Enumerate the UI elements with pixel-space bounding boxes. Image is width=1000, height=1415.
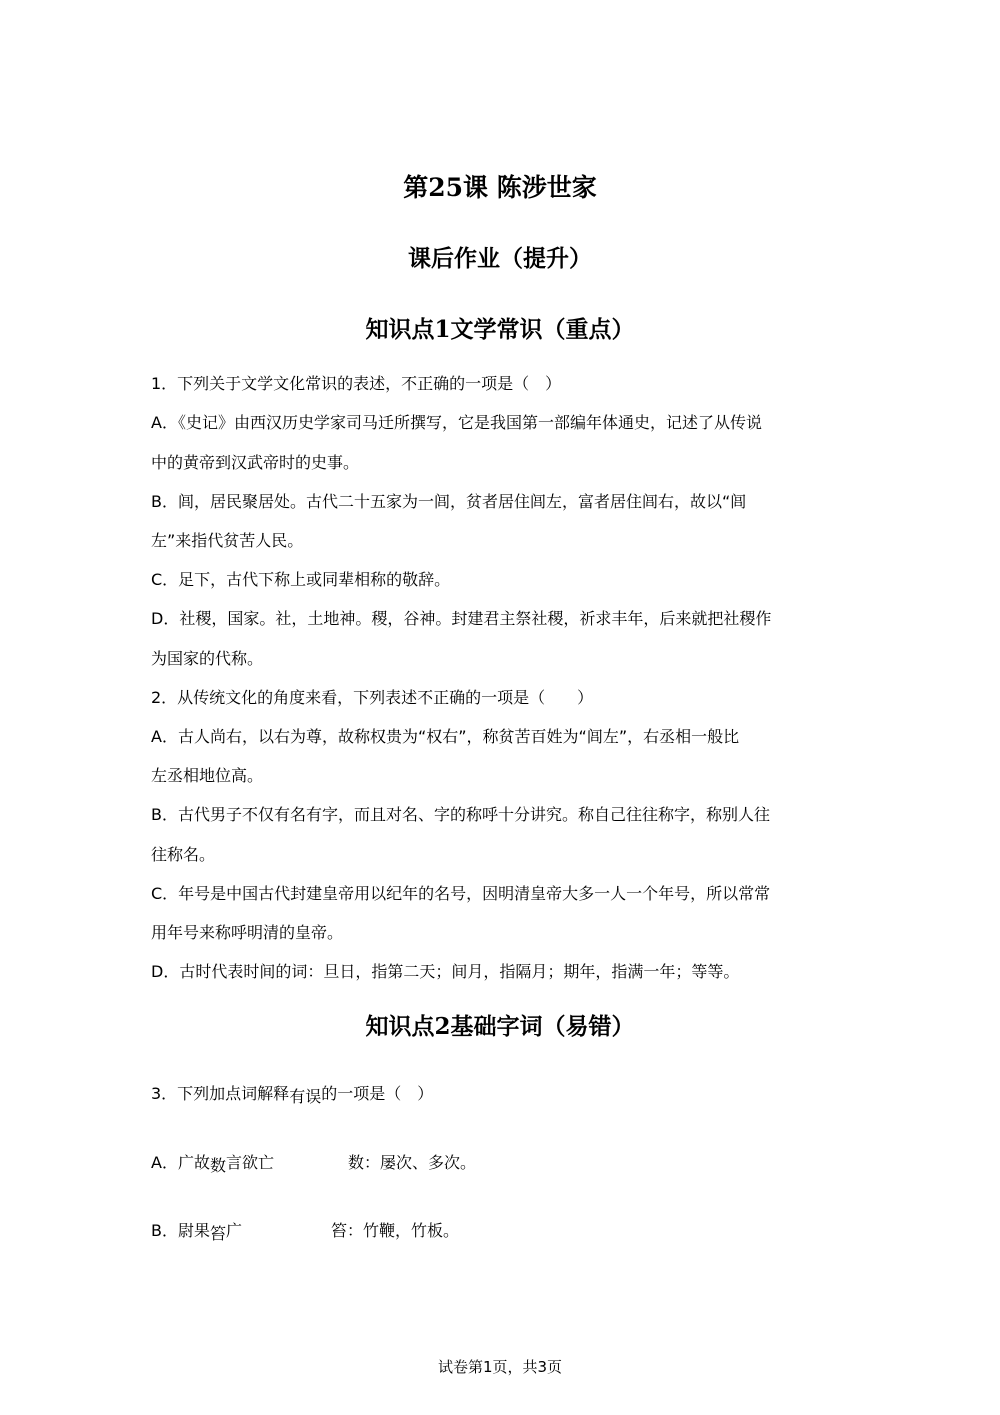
- q3-b-phrase-part1: B．尉果: [151, 1221, 210, 1240]
- q3-b-phrase-part2: 广: [226, 1221, 243, 1240]
- q3-stem-emphasis: 有误: [289, 1087, 322, 1106]
- q3-a-phrase-part1: A．广故: [151, 1153, 210, 1172]
- q2-option-b-line1: B．古代男子不仅有名有字，而且对名、字的称呼十分讲究。称自己往往称字，称别人往: [151, 805, 770, 824]
- page-footer: 试卷第1页，共3页: [437, 1358, 563, 1376]
- q2-option-a-line2: 左丞相地位高。: [151, 766, 264, 785]
- q2-stem: 2．从传统文化的角度来看，下列表述不正确的一项是（ ）: [151, 688, 594, 707]
- q2-option-a-line1: A．古人尚右，以右为尊，故称权贵为“权右”，称贫苦百姓为“闾左”，右丞相一般比: [151, 727, 740, 746]
- q1-option-b-line2: 左”来指代贫苦人民。: [151, 531, 304, 550]
- q1-option-c: C．足下，古代下称上或同辈相称的敬辞。: [151, 570, 451, 589]
- q2-option-b-line2: 往称名。: [151, 845, 216, 864]
- q3-option-b-explanation: 笞：竹鞭，竹板。: [331, 1221, 460, 1240]
- q3-option-a-explanation: 数：屡次、多次。: [348, 1153, 477, 1172]
- q1-option-a-line1: A．《史记》由西汉历史学家司马迁所撰写，它是我国第一部编年体通史，记述了从传说: [151, 413, 762, 432]
- q3-stem-part1: 3．下列加点词解释: [151, 1084, 290, 1103]
- q1-option-a-line2: 中的黄帝到汉武帝时的史事。: [151, 453, 360, 472]
- q3-option-a-phrase: [151, 1152, 274, 1174]
- q2-option-c-line1: C．年号是中国古代封建皇帝用以纪年的名号，因明清皇帝大多一人一个年号，所以常常: [151, 884, 771, 903]
- q1-option-d-line2: 为国家的代称。: [151, 649, 264, 668]
- q3-option-b-phrase: [151, 1220, 242, 1242]
- homework-subtitle: 课后作业（提升）: [408, 245, 592, 272]
- q2-option-d: D．古时代表时间的词：旦日，指第二天；间月，指隔月；期年，指满一年；等等。: [151, 962, 740, 981]
- q3-a-phrase-part2: 言欲亡: [225, 1153, 274, 1172]
- lesson-title: 第25课 陈涉世家: [403, 173, 597, 202]
- q1-stem: 1．下列关于文学文化常识的表述，不正确的一项是（ ）: [151, 374, 562, 393]
- q3-a-dotted-word: 数: [209, 1156, 226, 1175]
- q1-option-b-line1: B．闾，居民聚居处。古代二十五家为一闾，贫者居住闾左，富者居住闾右，故以“闾: [151, 492, 747, 511]
- q3-stem: [151, 1083, 433, 1105]
- section-heading-1: 知识点1文学常识（重点）: [365, 316, 635, 343]
- q1-option-d-line1: D．社稷，国家。社，土地神。稷，谷神。封建君主祭社稷，祈求丰年，后来就把社稷作: [151, 609, 772, 628]
- q2-option-c-line2: 用年号来称呼明清的皇帝。: [151, 923, 344, 942]
- q3-b-dotted-word: 笞: [209, 1224, 226, 1243]
- section-heading-2: 知识点2基础字词（易错）: [365, 1013, 635, 1040]
- q3-stem-part2: 的一项是（ ）: [321, 1084, 434, 1103]
